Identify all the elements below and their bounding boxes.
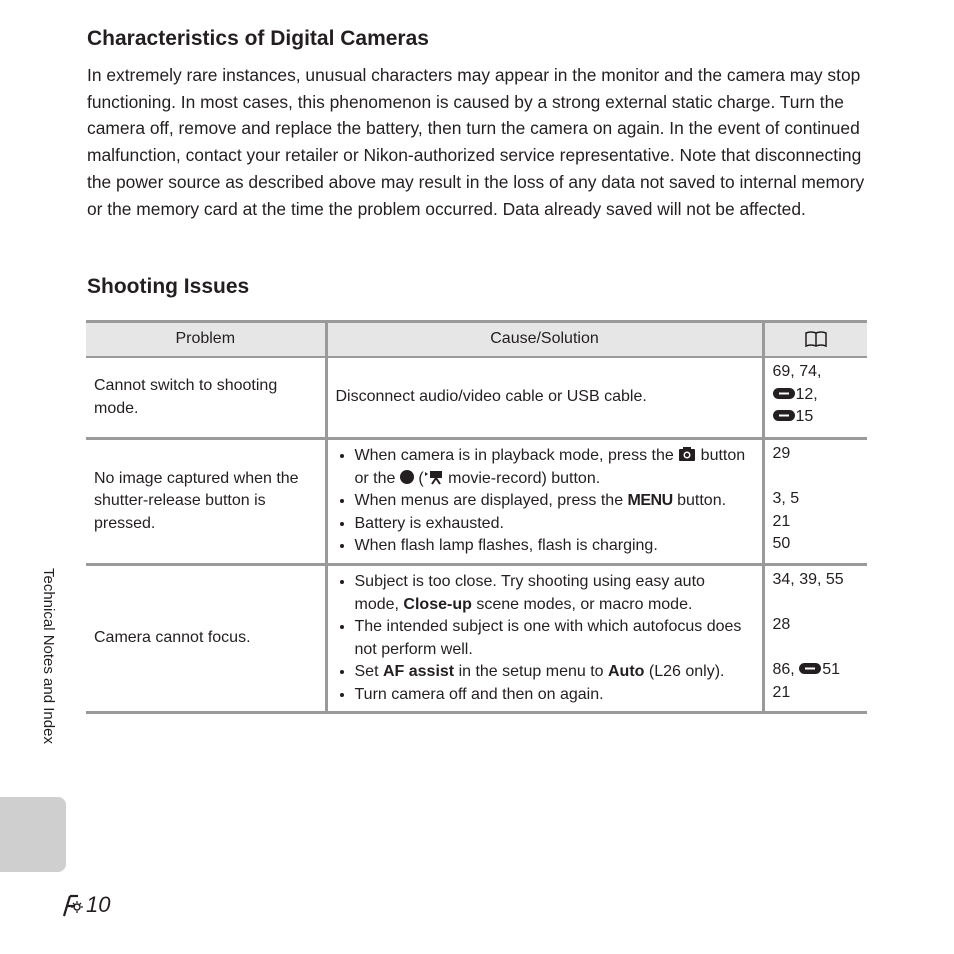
page-ref: 28: [772, 616, 791, 633]
header-cause-solution: Cause/Solution: [326, 322, 763, 358]
item-text: Subject is too close. Try shooting using easy auto mode,: [354, 573, 705, 613]
page-ref-spacer: [773, 592, 860, 615]
header-page-reference: [763, 322, 867, 358]
item-text: When camera is in playback mode, press the: [354, 447, 674, 465]
item-text: button or the: [354, 447, 746, 487]
list-item: • Turn camera off and then on again.: [355, 684, 754, 707]
list-item: [355, 445, 754, 490]
cause-cell: [326, 439, 763, 565]
page-ref: 21: [772, 683, 791, 701]
page-ref-line: [773, 659, 860, 682]
shooting-issues-table: [86, 320, 867, 714]
problem-cell: No image captured when the shutter-release button is pressed.: [86, 439, 326, 565]
table-row: [86, 565, 867, 713]
page-cell: [763, 439, 867, 565]
cause-cell: Disconnect audio/video cable or USB cable.: [326, 357, 763, 439]
item-text: (L26 only).: [648, 663, 725, 680]
page-ref: 21: [772, 512, 791, 530]
list-item: • The intended subject is one with which autofocus does not perform well.: [355, 616, 754, 661]
table-row: [86, 357, 867, 439]
header-problem: Problem: [86, 322, 326, 358]
cause-cell: [326, 565, 763, 713]
item-text: When menus are displayed, press the: [354, 492, 624, 510]
list-item: [355, 571, 754, 616]
section-tab: [0, 797, 66, 872]
reference-section-icon: [773, 409, 795, 422]
page-ref: 29: [772, 445, 791, 462]
book-icon: [804, 330, 828, 348]
page-ref: 51: [822, 661, 840, 678]
list-item: [355, 661, 754, 684]
page-number: [60, 892, 110, 918]
page-ref-line: [773, 406, 860, 429]
table-row: [86, 439, 867, 565]
item-bold-text: AF assist: [382, 663, 455, 680]
table-header-row: [86, 322, 867, 358]
page-ref: 12,: [795, 385, 818, 403]
page-cell: [763, 357, 867, 439]
item-bold-text: Auto: [608, 663, 645, 680]
page-ref: 15: [795, 408, 814, 425]
section-body-characteristics: In extremely rare instances, unusual characters may appear in the monitor and the camera may stop functioning. In most cases, this phenomenon is caused by a strong external static charge. Turn the camera off, remove and replace the battery, then turn the camera on again. In the event of continued malfunction, contact your retailer or Nikon-authorized service representative. Note that disconnecting the power source as described above may result in the loss of any data not saved to internal memory or the memory card at the time the problem occurred. Data already saved will not be affected.: [87, 65, 865, 219]
page-ref-spacer: [773, 466, 860, 489]
list-item: • Battery is exhausted.: [355, 513, 754, 536]
record-button-icon: [400, 470, 414, 484]
technical-notes-icon: [60, 892, 86, 918]
problem-cell: Cannot switch to shooting mode.: [86, 357, 326, 439]
page-ref-spacer: [773, 637, 860, 660]
page-ref: 3, 5: [772, 490, 800, 507]
page-ref: 50: [772, 535, 791, 552]
item-text: movie-record) button.: [448, 469, 601, 487]
menu-button-label: MENU: [627, 492, 673, 510]
section-title-characteristics: Characteristics of Digital Cameras: [87, 27, 429, 50]
section-title-shooting-issues: Shooting Issues: [87, 275, 250, 298]
sidebar-section-label: Technical Notes and Index: [40, 568, 57, 744]
page-ref: 34, 39, 55: [772, 571, 844, 588]
item-text: button.: [677, 492, 727, 510]
item-text: (: [418, 469, 424, 487]
page-ref-line: [773, 384, 860, 407]
item-bold-text: Close-up: [403, 595, 472, 613]
movie-record-icon: [424, 469, 444, 485]
list-item: [355, 490, 754, 513]
item-text: Set: [354, 663, 379, 680]
reference-section-icon: [773, 387, 795, 400]
page-cell: [763, 565, 867, 713]
camera-icon: [678, 446, 696, 462]
item-text: in the setup menu to: [458, 663, 604, 680]
reference-section-icon: [799, 662, 821, 675]
problem-cell: Camera cannot focus.: [86, 565, 326, 713]
item-text: scene modes, or macro mode.: [476, 595, 693, 613]
page-number-text: 10: [86, 892, 111, 917]
page-ref: 86,: [772, 661, 795, 678]
list-item: • When flash lamp flashes, flash is charging.: [355, 535, 754, 558]
page-ref: 69, 74,: [772, 363, 822, 380]
